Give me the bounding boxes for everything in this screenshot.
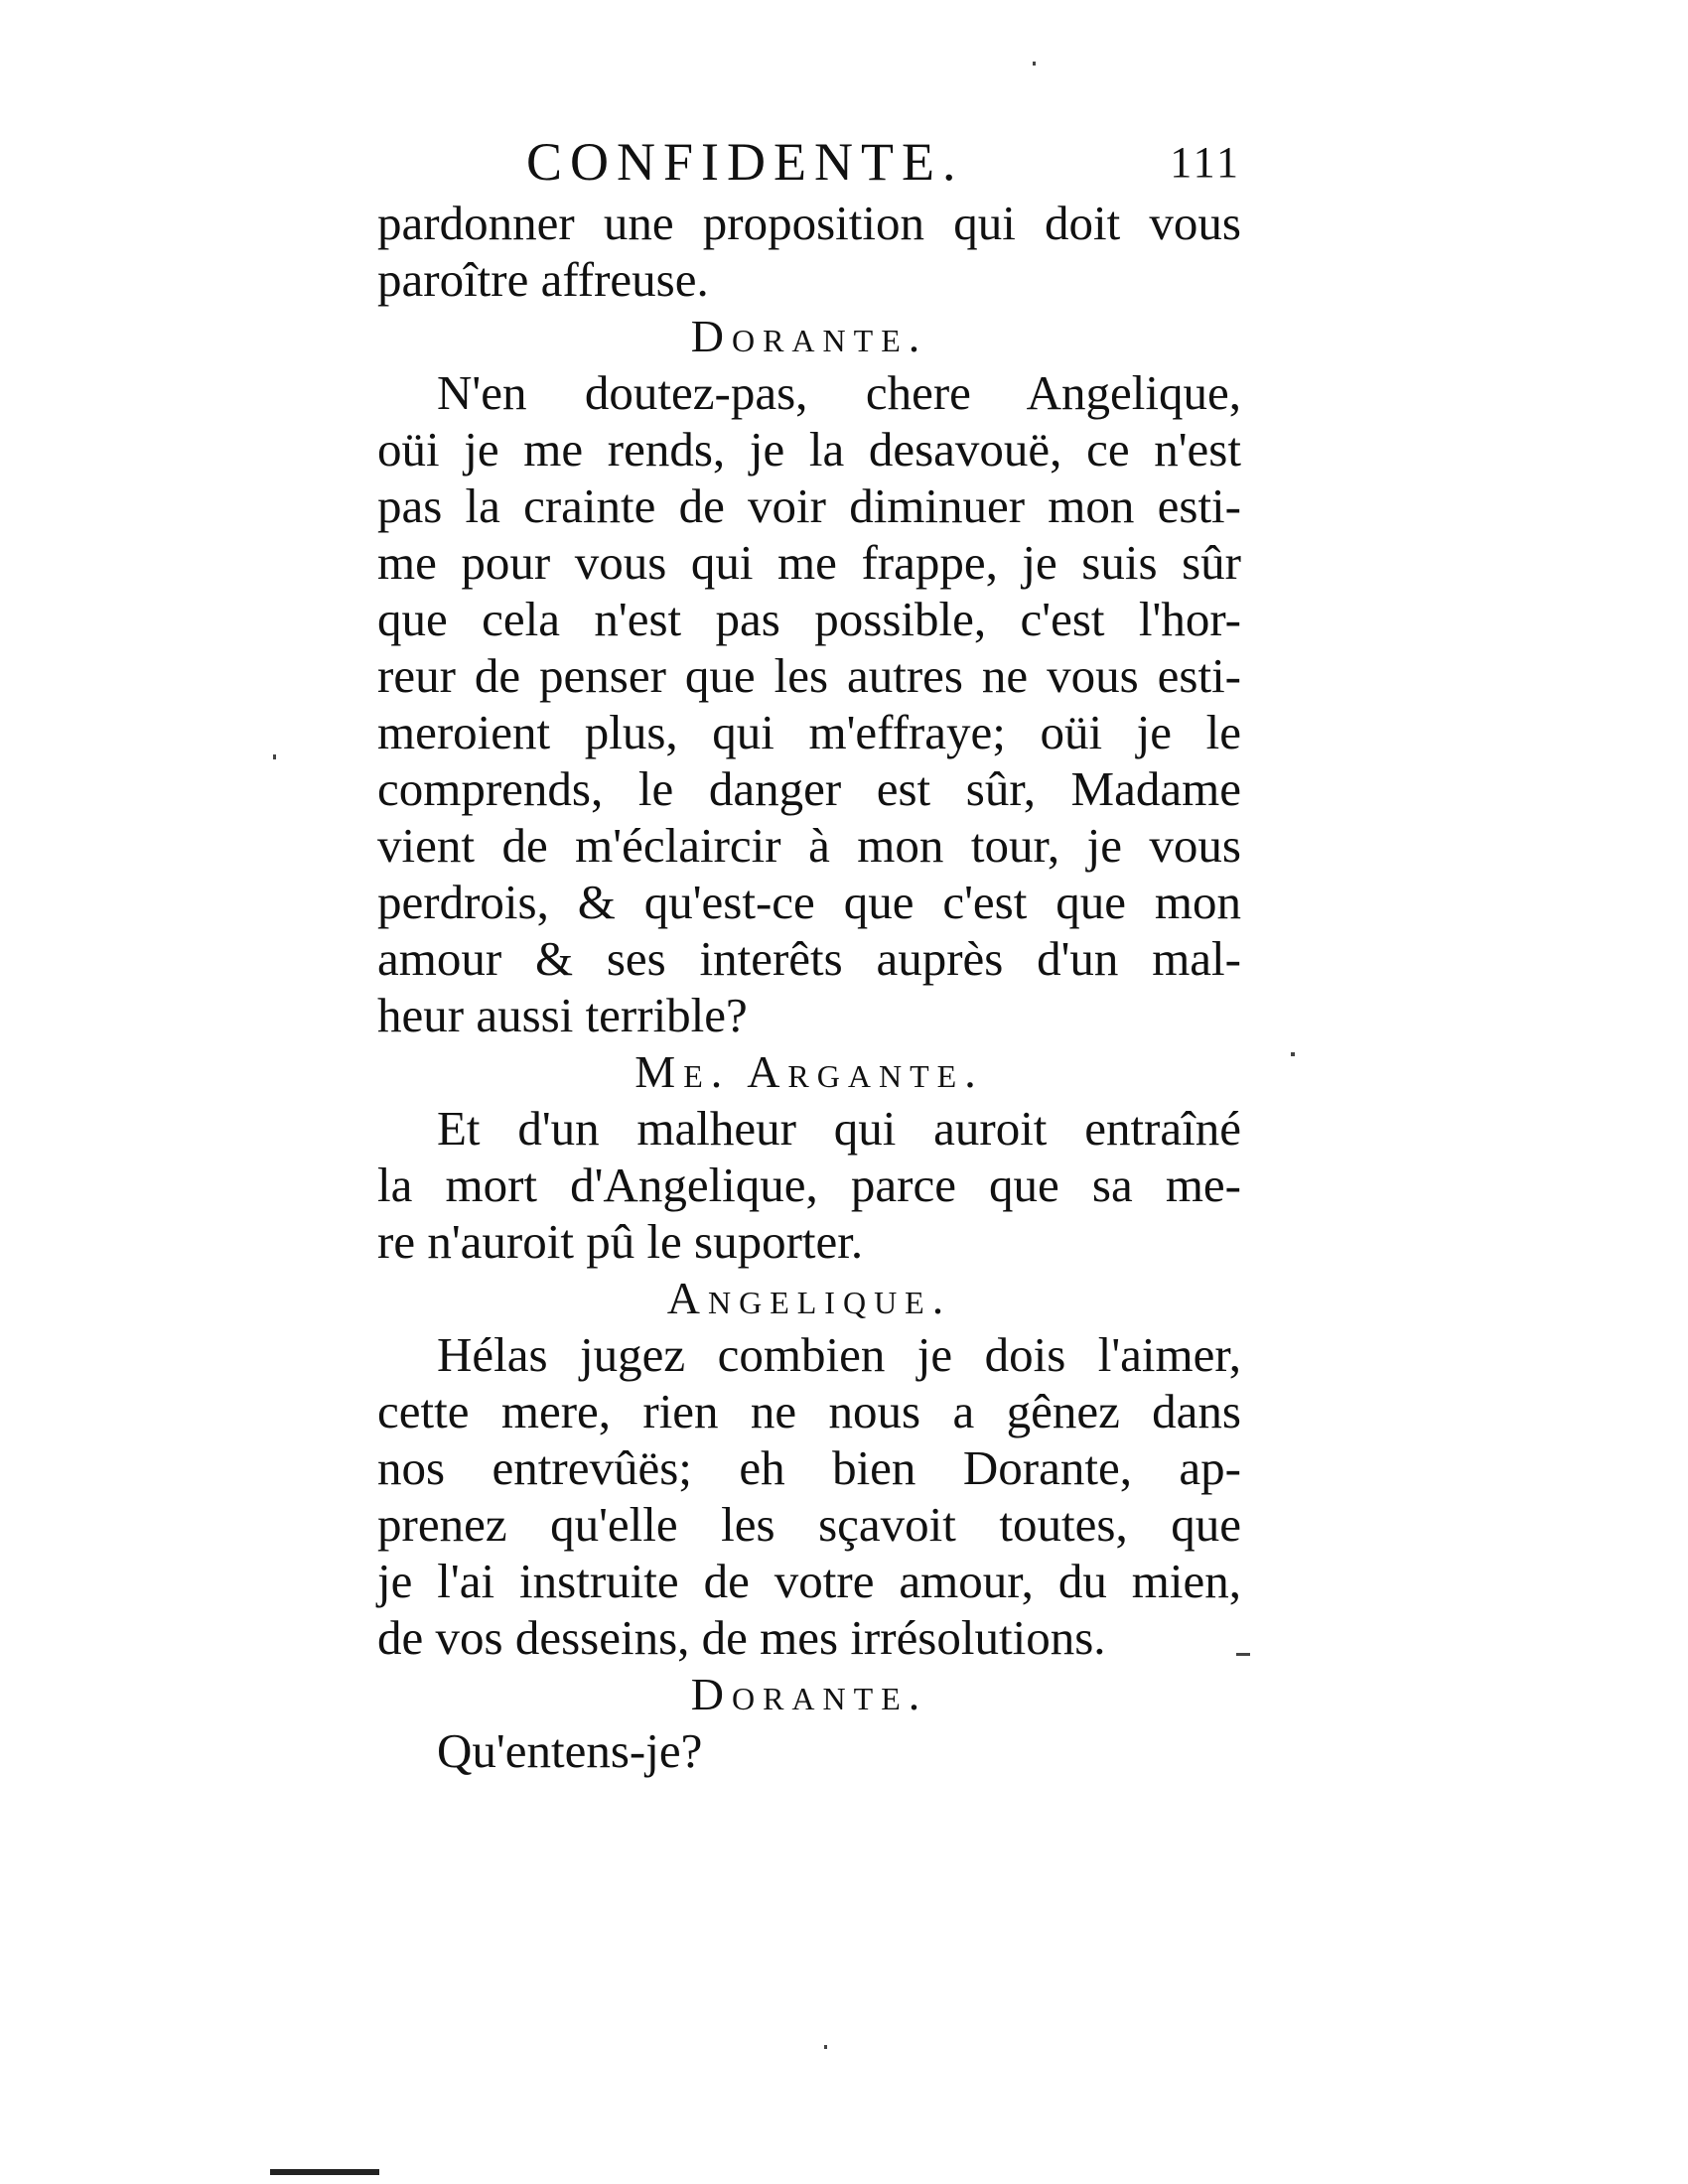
speaker-heading: Dorante.	[690, 311, 928, 361]
page-number: 111	[1170, 138, 1241, 187]
text-line: reur de penser que les autres ne vous esti-	[377, 648, 1241, 703]
text-line: Et d'un malheur qui auroit entraîné	[437, 1101, 1241, 1156]
scan-speck	[1236, 1653, 1250, 1656]
speaker-heading: Me. Argante.	[634, 1046, 984, 1097]
footer-rule	[270, 2169, 379, 2175]
text-line: amour & ses interêts auprès d'un mal-	[377, 931, 1241, 986]
text-line: pardonner une proposition qui doit vous	[377, 196, 1241, 250]
scan-speck	[824, 2045, 827, 2049]
text-line: re n'auroit pû le suporter.	[377, 1214, 864, 1269]
text-line: vient de m'éclaircir à mon tour, je vous	[377, 818, 1241, 873]
text-line: paroître affreuse.	[377, 252, 709, 307]
running-title: CONFIDENTE.	[526, 132, 964, 192]
text-line: je l'ai instruite de votre amour, du mien,	[377, 1554, 1241, 1608]
text-line: oüi je me rends, je la desavouë, ce n'est	[377, 422, 1241, 477]
scan-speck	[1033, 62, 1036, 66]
text-line: la mort d'Angelique, parce que sa me-	[377, 1158, 1241, 1212]
text-line: pas la crainte de voir diminuer mon esti-	[377, 478, 1241, 533]
scan-speck	[1291, 1052, 1295, 1056]
text-line: de vos desseins, de mes irrésolutions.	[377, 1610, 1106, 1665]
text-line: nos entrevûës; eh bien Dorante, ap-	[377, 1440, 1241, 1495]
text-line: meroient plus, qui m'effraye; oüi je le	[377, 705, 1241, 759]
text-line: heur aussi terrible?	[377, 988, 748, 1042]
page-text	[377, 195, 1241, 1779]
text-line: me pour vous qui me frappe, je suis sûr	[377, 535, 1241, 590]
text-line: cette mere, rien ne nous a gênez dans	[377, 1384, 1241, 1438]
text-line: prenez qu'elle les sçavoit toutes, que	[377, 1497, 1241, 1552]
text-line: N'en doutez-pas, chere Angelique,	[437, 365, 1241, 420]
text-line: Hélas jugez combien je dois l'aimer,	[437, 1327, 1241, 1382]
text-line: Qu'entens-je?	[437, 1723, 703, 1778]
page-header	[377, 131, 1241, 201]
text-line: perdrois, & qu'est-ce que c'est que mon	[377, 875, 1241, 929]
text-line: que cela n'est pas possible, c'est l'hor-	[377, 592, 1241, 646]
scan-speck	[273, 754, 276, 759]
speaker-heading: Angelique.	[666, 1273, 952, 1323]
text-line: comprends, le danger est sûr, Madame	[377, 761, 1241, 816]
speaker-heading: Dorante.	[690, 1669, 928, 1719]
